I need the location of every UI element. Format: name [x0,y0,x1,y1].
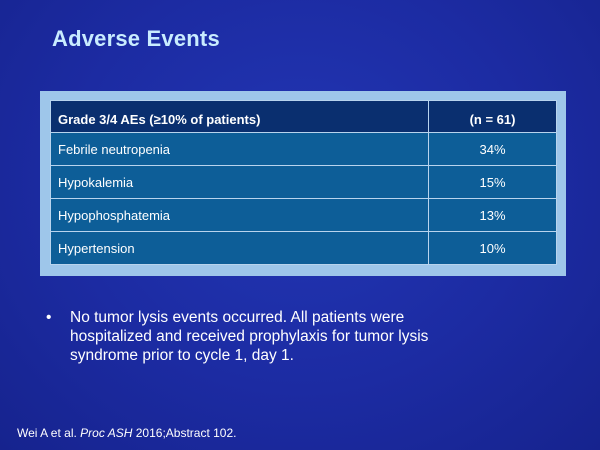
adverse-events-table [50,100,557,265]
event-value-cell: 34% [429,133,557,166]
adverse-events-table-frame [40,91,566,276]
citation-journal: Proc ASH [80,426,133,440]
event-name-cell: Febrile neutropenia [51,133,429,166]
citation-details: 2016;Abstract 102. [135,426,237,440]
slide-title: Adverse Events [52,26,220,51]
table-row [51,199,557,232]
event-value-cell: 15% [429,166,557,199]
table-row [51,232,557,265]
table-row [51,166,557,199]
bullet-item [46,308,546,365]
event-name-cell: Hypertension [51,232,429,265]
event-value-cell: 10% [429,232,557,265]
bullet-text: No tumor lysis events occurred. All patients were hospitalized and received prophylaxis for tumor lysis syndrome prior to cycle 1, day 1. [70,309,429,364]
table-header-row [51,101,557,133]
citation [17,426,236,440]
header-n-cell: (n = 61) [429,101,557,133]
bullet-marker: • [46,309,52,326]
header-event-cell: Grade 3/4 AEs (≥10% of patients) [51,101,429,133]
citation-authors: Wei A et al. [17,426,77,440]
event-name-cell: Hypokalemia [51,166,429,199]
event-value-cell: 13% [429,199,557,232]
event-name-cell: Hypophosphatemia [51,199,429,232]
table-row [51,133,557,166]
